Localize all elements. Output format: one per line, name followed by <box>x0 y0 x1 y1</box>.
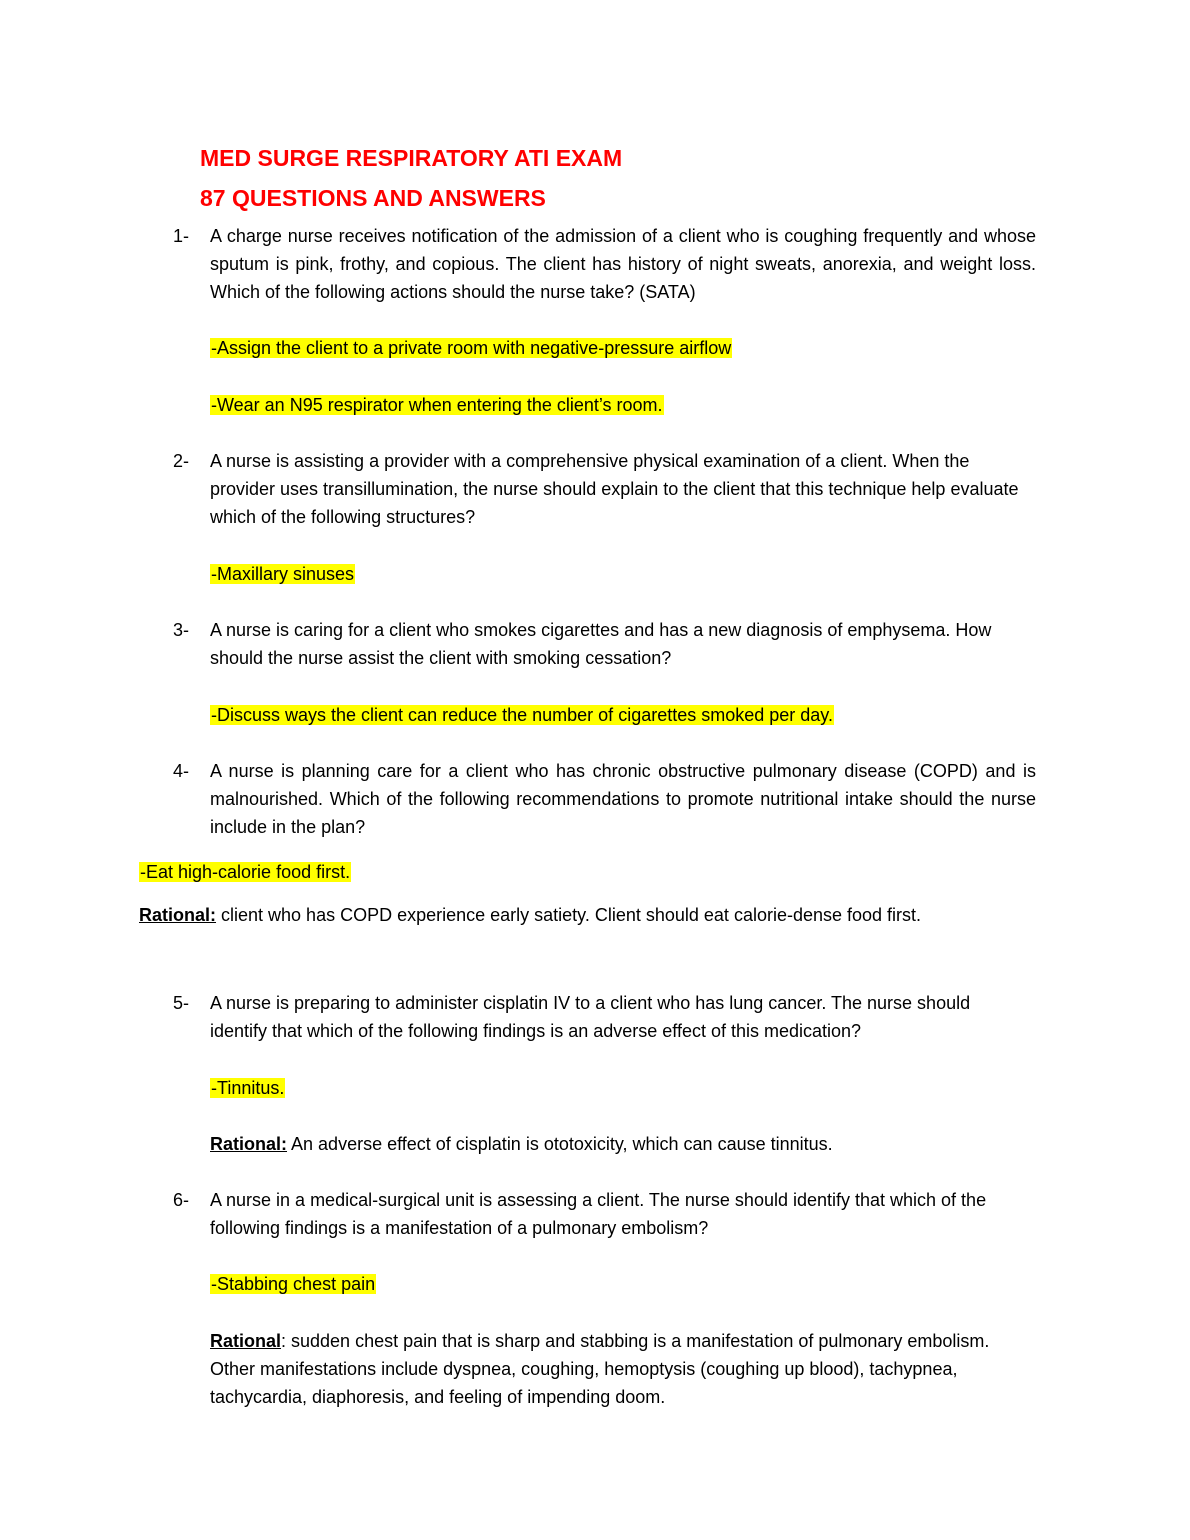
document-title: MED SURGE RESPIRATORY ATI EXAM <box>200 145 623 171</box>
answer <box>210 336 732 360</box>
question-number: 4- <box>173 761 190 781</box>
rational-text: An adverse effect of cisplatin is ototoxicity, which can cause tinnitus. <box>287 1134 833 1154</box>
highlighted-answer: -Stabbing chest pain <box>211 1274 376 1294</box>
question-number: 3- <box>173 620 190 640</box>
highlighted-answer: -Eat high-calorie food first. <box>140 862 351 882</box>
answer <box>210 703 834 727</box>
rational-text: : sudden chest pain that is sharp and stabbing is a manifestation of pulmonary embolism. Other manifestations include dyspnea, coughing, hemoptysis (coughing up blood), tachypnea, tachycardia, diaphoresis, and feeling of impending doom. <box>210 1331 990 1408</box>
question-number: 5- <box>173 993 190 1013</box>
answer <box>210 393 664 417</box>
question-text: A nurse is assisting a provider with a comprehensive physical examination of a client. When the provider uses transillumination, the nurse should explain to the client that this technique help evaluate which of the following structures? <box>210 451 1019 528</box>
question-text: A charge nurse receives notification of the admission of a client who is coughing frequently and whose sputum is pink, frothy, and copious. The client has history of night sweats, anorexia, and weight loss. Which of the following actions should the nurse take? (SATA) <box>210 226 1036 303</box>
answer <box>139 860 351 884</box>
question-text: A nurse in a medical-surgical unit is assessing a client. The nurse should identify that which of the following findings is a manifestation of a pulmonary embolism? <box>210 1190 987 1239</box>
question-text: A nurse is caring for a client who smokes cigarettes and has a new diagnosis of emphysema. How should the nurse assist the client with smoking cessation? <box>210 620 992 669</box>
rational-label: Rational: <box>139 905 217 925</box>
highlighted-answer: -Wear an N95 respirator when entering the client’s room. <box>211 395 663 415</box>
highlighted-answer: -Maxillary sinuses <box>211 564 355 584</box>
highlighted-answer: -Assign the client to a private room with negative-pressure airflow <box>211 338 732 358</box>
rational-text: client who has COPD experience early satiety. Client should eat calorie-dense food first. <box>216 905 922 925</box>
question-number: 1- <box>173 226 190 246</box>
question-text: A nurse is preparing to administer cisplatin IV to a client who has lung cancer. The nurse should identify that which of the following findings is an adverse effect of this medication? <box>210 993 971 1042</box>
answer <box>210 562 355 586</box>
rational <box>210 1327 1028 1412</box>
rational-label: Rational <box>210 1331 282 1351</box>
document-subtitle: 87 QUESTIONS AND ANSWERS <box>200 185 546 211</box>
answer <box>210 1076 285 1100</box>
rational <box>139 901 1039 929</box>
answer <box>210 1272 376 1296</box>
question-number: 6- <box>173 1190 190 1210</box>
highlighted-answer: -Discuss ways the client can reduce the number of cigarettes smoked per day. <box>211 705 833 725</box>
rational <box>210 1130 1030 1158</box>
question-text: A nurse is planning care for a client who has chronic obstructive pulmonary disease (COPD) and is malnourished. Which of the following recommendations to promote nutritional intake should the nurse include in the plan? <box>210 761 1036 838</box>
highlighted-answer: -Tinnitus. <box>211 1078 285 1098</box>
rational-label: Rational: <box>210 1134 288 1154</box>
question-number: 2- <box>173 451 190 471</box>
